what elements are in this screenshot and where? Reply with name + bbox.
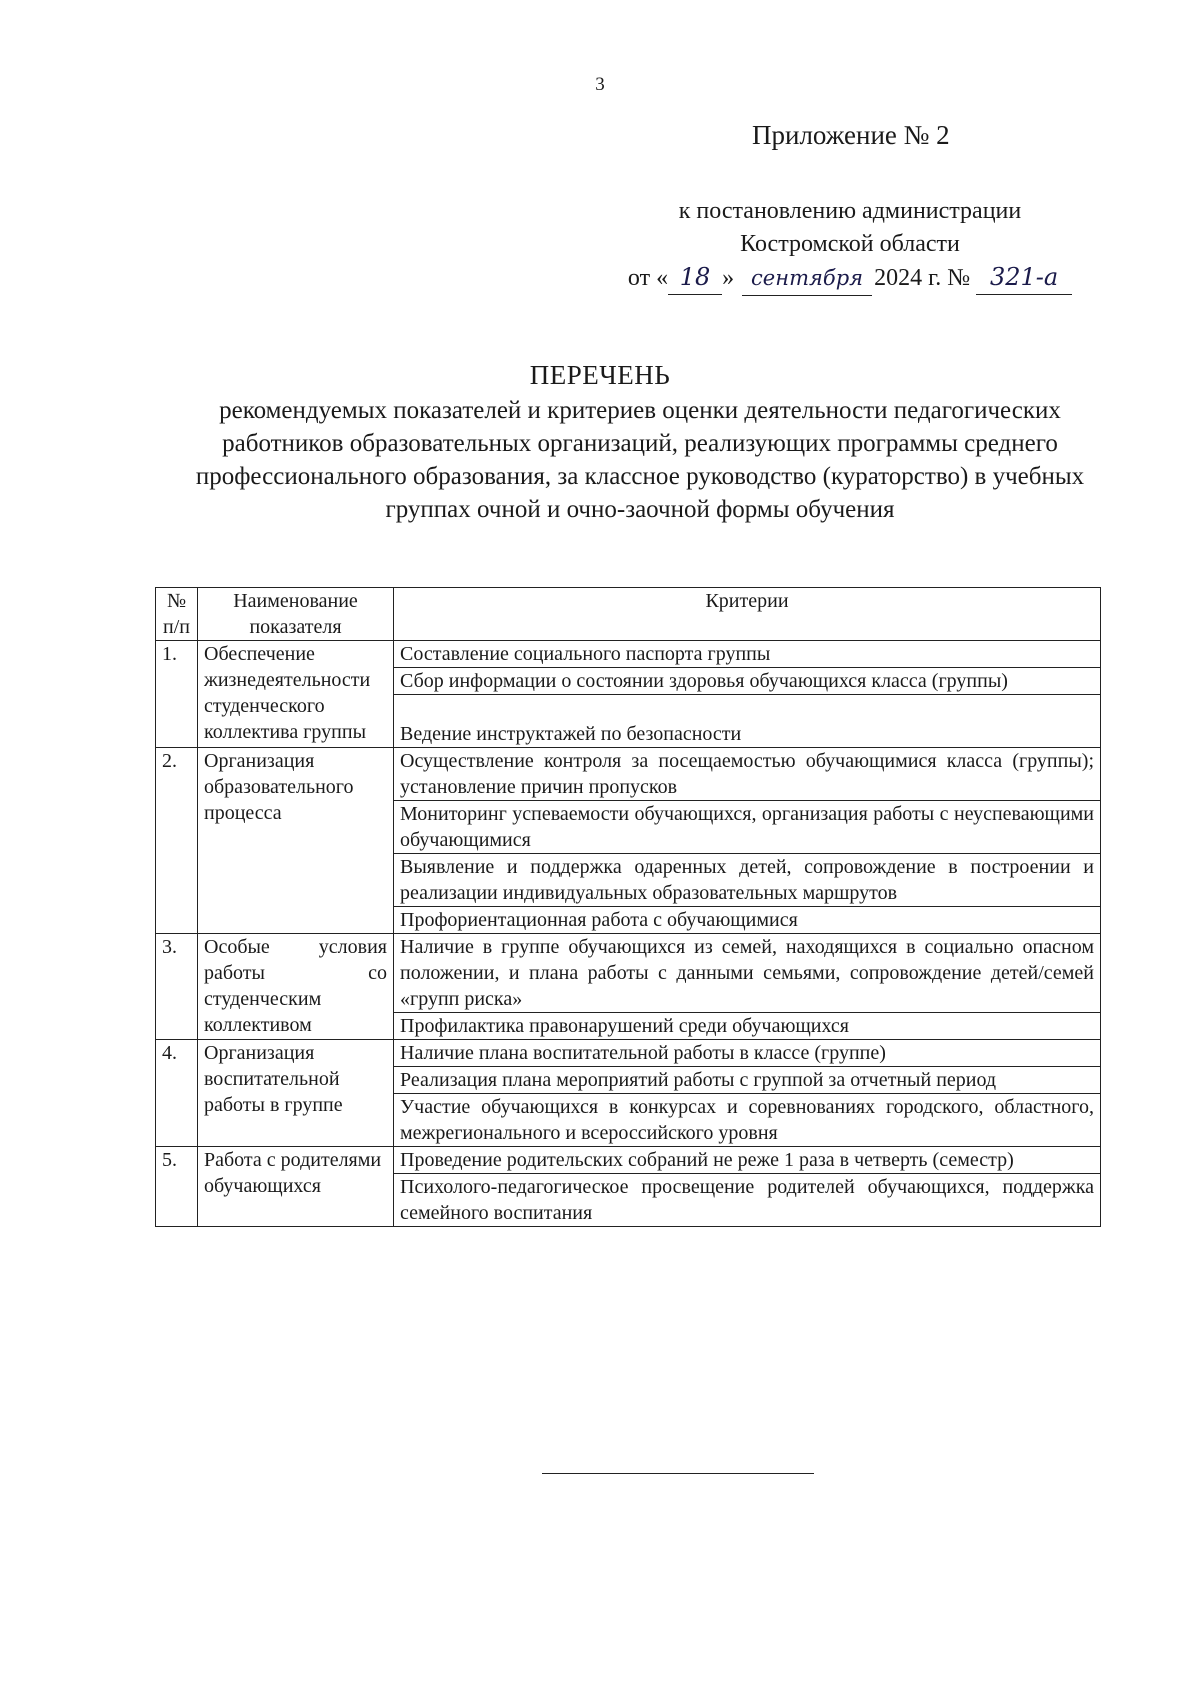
- header-num: № п/п: [156, 588, 198, 641]
- indicator-name: Организация образовательного процесса: [198, 748, 394, 934]
- table-row: [156, 748, 1101, 801]
- decree-date-line: [600, 261, 1100, 296]
- decree-reference: [600, 195, 1100, 296]
- header-name: Наименование показателя: [198, 588, 394, 641]
- row-number: 3.: [156, 934, 198, 1040]
- criterion: Профилактика правонарушений среди обучающихся: [394, 1013, 1101, 1040]
- handwritten-day: 18: [668, 261, 722, 295]
- appendix-title: Приложение № 2: [752, 120, 950, 150]
- document-subtitle: рекомендуемых показателей и критериев оценки деятельности педагогических работников образовательных организаций, реализующих программы среднего профессионального образования, за классное руководство (кураторство) в учебных группах очной и очно-заочной формы обучения: [195, 397, 1085, 523]
- criterion: Составление социального паспорта группы: [394, 641, 1101, 668]
- criterion: Участие обучающихся в конкурсах и соревнованиях городского, областного, межрегионального и всероссийского уровня: [394, 1094, 1101, 1147]
- criteria-table: [155, 587, 1101, 1227]
- criterion: Осуществление контроля за посещаемостью обучающимися класса (группы); установление причин пропусков: [394, 748, 1101, 801]
- date-prefix: от «: [627, 265, 669, 291]
- closing-divider: [542, 1473, 814, 1474]
- criterion: Наличие плана воспитательной работы в классе (группе): [394, 1040, 1101, 1067]
- criterion: Мониторинг успеваемости обучающихся, организация работы с неуспевающими обучающимися: [394, 801, 1101, 854]
- date-mid: »: [722, 265, 735, 291]
- criterion: Проведение родительских собраний не реже 1 раза в четверть (семестр): [394, 1147, 1101, 1174]
- criterion: Психолого-педагогическое просвещение родителей обучающихся, поддержка семейного воспитания: [394, 1174, 1101, 1227]
- criterion: Выявление и поддержка одаренных детей, сопровождение в построении и реализации индивидуальных образовательных маршрутов: [394, 854, 1101, 907]
- decree-line-2: Костромской области: [740, 231, 960, 257]
- row-number: 4.: [156, 1040, 198, 1147]
- handwritten-number: 321-а: [976, 261, 1072, 295]
- table-row: [156, 1040, 1101, 1067]
- criterion: Реализация плана мероприятий работы с группой за отчетный период: [394, 1067, 1101, 1094]
- document-heading: ПЕРЕЧЕНЬ: [529, 360, 671, 390]
- table-row: [156, 934, 1101, 1013]
- table-row: [156, 1147, 1101, 1174]
- page-number: 3: [595, 74, 605, 95]
- year-part: 2024 г. №: [874, 265, 971, 291]
- criterion: Сбор информации о состоянии здоровья обучающихся класса (группы): [394, 668, 1101, 695]
- criterion: Наличие в группе обучающихся из семей, находящихся в социально опасном положении, и плана работы с данными семьями, сопровождение детей/семей «групп риска»: [394, 934, 1101, 1013]
- decree-line-1: к постановлению администрации: [678, 198, 1022, 224]
- indicator-name: Организация воспитательной работы в группе: [198, 1040, 394, 1147]
- indicator-name: Работа с родителями обучающихся: [198, 1147, 394, 1227]
- indicator-name: Особые условия работы со студенческим коллективом: [198, 934, 394, 1040]
- row-number: 2.: [156, 748, 198, 934]
- table-row: [156, 641, 1101, 668]
- handwritten-month: сентября: [742, 262, 872, 296]
- row-number: 1.: [156, 641, 198, 748]
- row-number: 5.: [156, 1147, 198, 1227]
- criterion: Профориентационная работа с обучающимися: [394, 907, 1101, 934]
- criterion: Ведение инструктажей по безопасности: [394, 695, 1101, 748]
- header-criteria: Критерии: [394, 588, 1101, 641]
- indicator-name: Обеспечение жизнедеятельности студенческого коллектива группы: [198, 641, 394, 748]
- table-header-row: [156, 588, 1101, 641]
